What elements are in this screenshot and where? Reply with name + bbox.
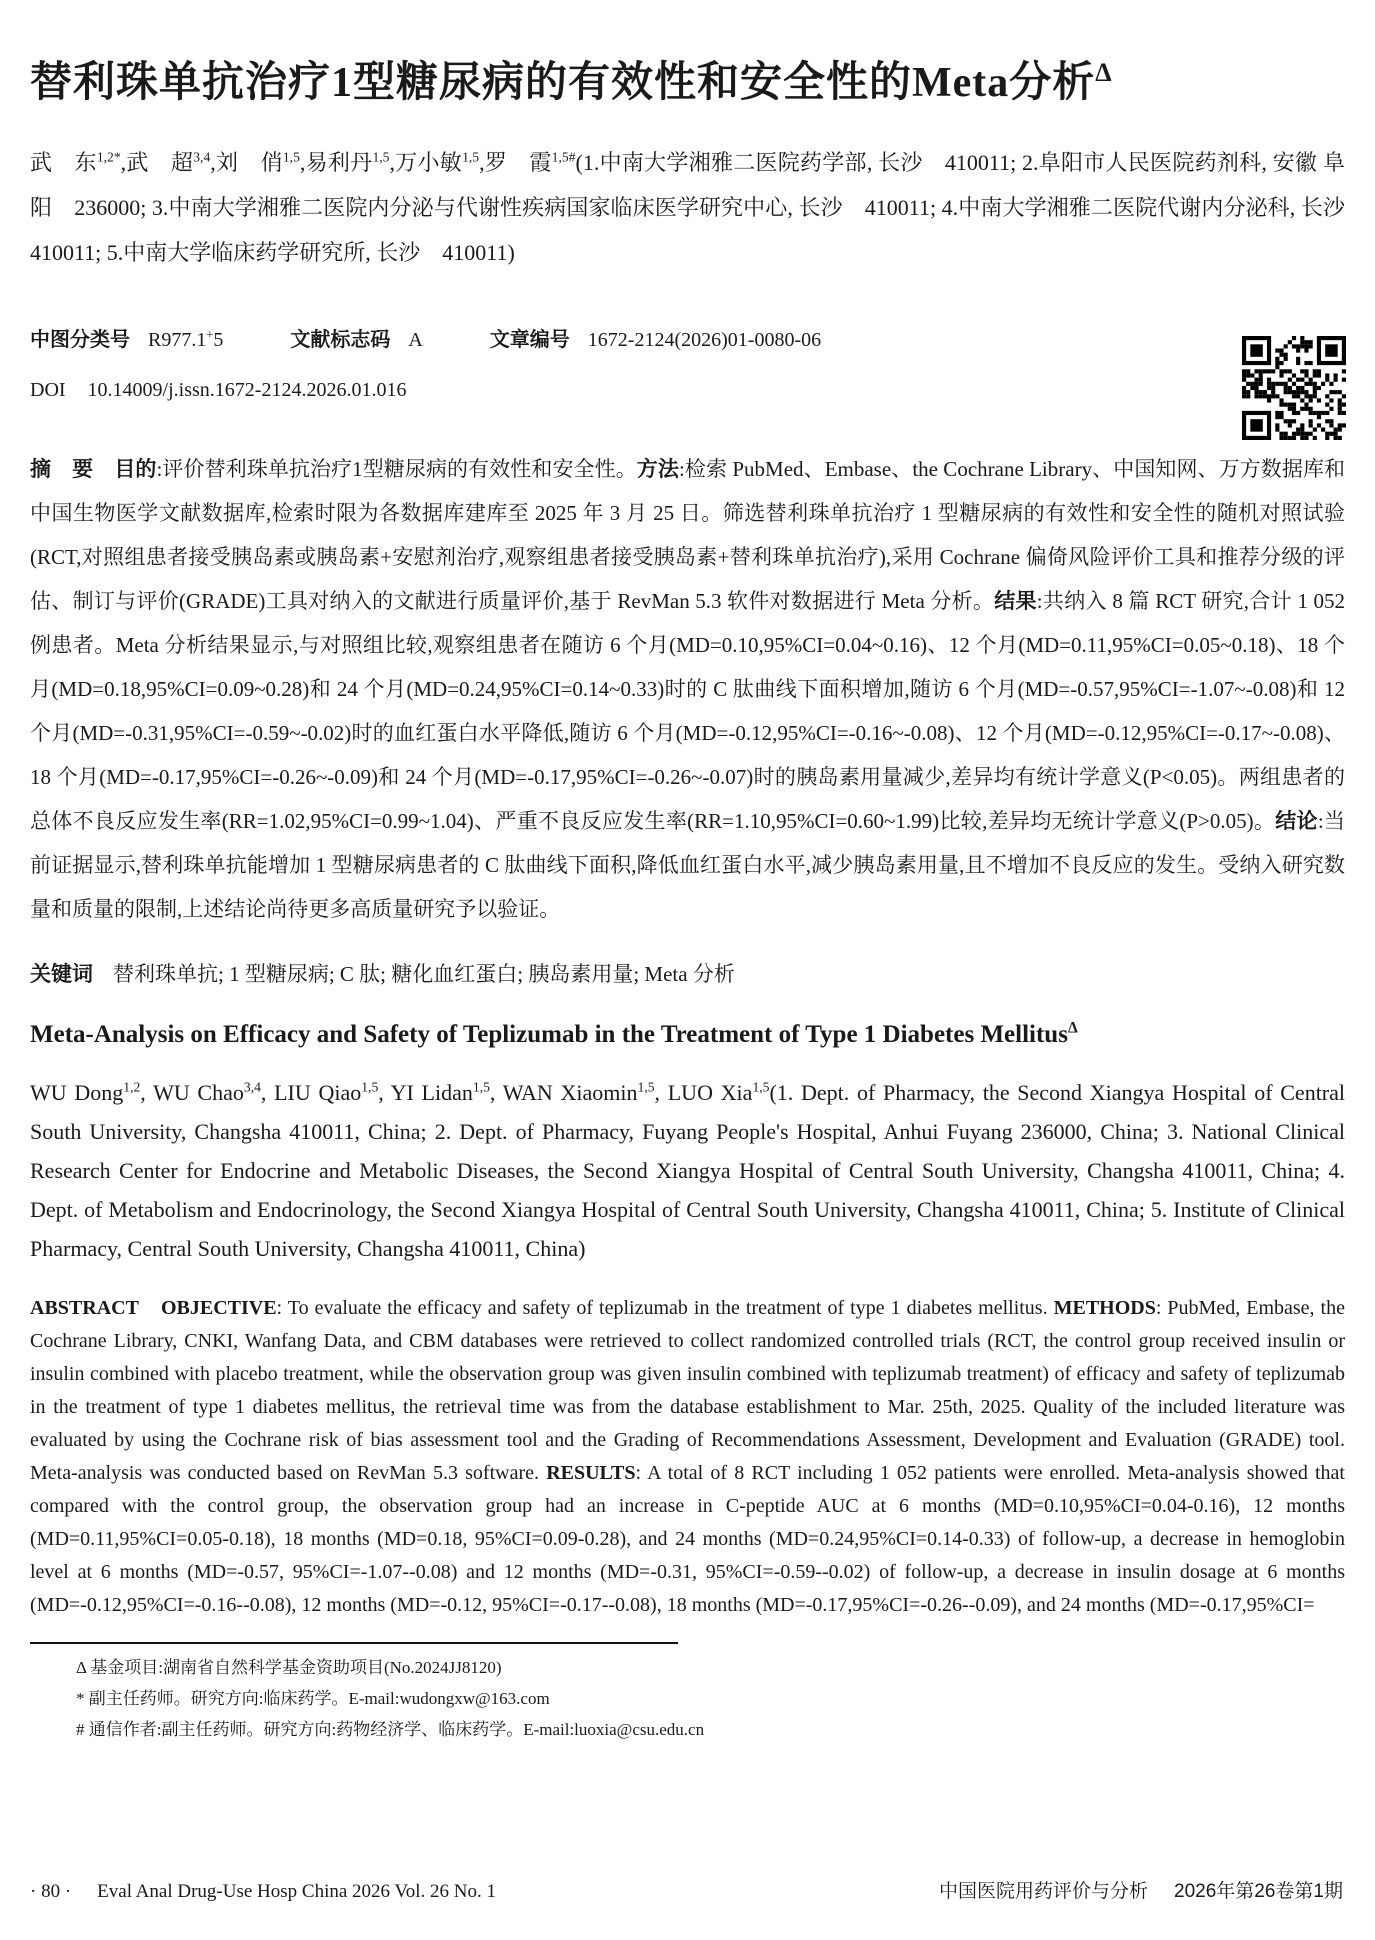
article-no-pair [490, 329, 821, 351]
article-no-value: 1672-2124(2026)01-0080-06 [587, 329, 822, 352]
footnote-separator [30, 1642, 678, 1644]
clc-pair [30, 329, 223, 351]
qr-code [1242, 335, 1346, 441]
footnote-funding: Δ 基金项目:湖南省自然科学基金资助项目(No.2024JJ8120) [76, 1658, 502, 1677]
keywords-label: 关键词 [30, 963, 93, 987]
title-en: Meta-Analysis on Efficacy and Safety of Teplizumab in the Treatment of Type 1 Diabetes Mellitus$^\Delta$ [30, 1019, 1078, 1049]
footer-journal-en: Eval Anal Drug-Use Hosp China 2026 Vol. 26 No. 1 [97, 1881, 496, 1902]
doi-row [30, 375, 1345, 405]
doc-code-value: A [408, 329, 423, 352]
footer-left [30, 1881, 496, 1903]
footnotes [30, 1652, 1345, 1745]
doi-label: DOI [30, 379, 66, 402]
article-no-label: 文章编号 [489, 329, 570, 352]
footer-right [939, 1876, 1343, 1903]
keywords-row [30, 952, 1345, 997]
article-meta-row [30, 325, 1345, 355]
clc-label: 中图分类号 [30, 329, 130, 352]
authors-affiliations-zh: 武 东$^{1,2*}$,武 超$^{3,4}$,刘 俏$^{1,5}$,易利丹$^{1,5}$,万小敏$^{1,5}$,罗 霞$^{1,5\#}$(1.中南大学湘雅二医院药学部, 长沙 410011; 2.阜阳市人民医院药剂科, 安徽 阜阳 236000; 3.中南大学湘雅二医院内分泌与代谢性疾病国家临床医学研究中心, 长沙 410011; 4.中南大学湘雅二医院代谢内分泌科, 长沙 410011; 5.中南大学临床药学研究所, 长沙 410011) [30, 149, 1368, 266]
abstract-zh: 摘 要 目的:评价替利珠单抗治疗1型糖尿病的有效性和安全性。方法:检索 PubMed、Embase、the Cochrane Library、中国知网、万方数据库和中国生物医学文献数据库,检索时限为各数据库建库至 2025 年 3 月 25 日。筛选替利珠单抗治疗 1 型糖尿病的有效性和安全性的随机对照试验(RCT,对照组患者接受胰岛素或胰岛素+安慰剂治疗,观察组患者接受胰岛素+替利珠单抗治疗),采用 Cochrane 偏倚风险评价工具和推荐分级的评估、制订与评价(GRADE)工具对纳入的文献进行质量评价,基于 RevMan 5.3 软件对数据进行 Meta 分析。结果:共纳入 8 篇 RCT 研究,合计 1 052 例患者。Meta 分析结果显示,与对照组比较,观察组患者在随访 6 个月(MD=0.10,95%CI=0.04~0.16)、12 个月(MD=0.11,95%CI=0.05~0.18)、18 个月(MD=0.18,95%CI=0.09~0.28)和 24 个月(MD=0.24,95%CI=0.14~0.33)时的 C 肽曲线下面积增加,随访 6 个月(MD=-0.57,95%CI=-1.07~-0.08)和 12 个月(MD=-0.31,95%CI=-0.59~-0.02)时的血红蛋白水平降低,随访 6 个月(MD=-0.12,95%CI=-0.16~-0.08)、12 个月(MD=-0.12,95%CI=-0.17~-0.08)、18 个月(MD=-0.17,95%CI=-0.26~-0.09)和 24 个月(MD=-0.17,95%CI=-0.26~-0.07)时的胰岛素用量减少,差异均有统计学意义(P<0.05)。两组患者的总体不良反应发生率(RR=1.02,95%CI=0.99~1.04)、严重不良反应发生率(RR=1.10,95%CI=0.60~1.99)比较,差异均无统计学意义(P>0.05)。结论:当前证据显示,替利珠单抗能增加 1 型糖尿病患者的 C 肽曲线下面积,降低血红蛋白水平,减少胰岛素用量,且不增加不良反应的发生。受纳入研究数量和质量的限制,上述结论尚待更多高质量研究予以验证。 [30, 457, 1346, 922]
keywords-text: 替利珠单抗; 1 型糖尿病; C 肽; 糖化血红蛋白; 胰岛素用量; Meta 分析 [113, 962, 735, 987]
footer-issue: 2026年第26卷第1期 [1174, 1881, 1343, 1902]
abstract-en: ABSTRACT OBJECTIVE: To evaluate the efficacy and safety of teplizumab in the treatment of type 1 diabetes mellitus. METHODS: PubMed, Embase, the Cochrane Library, CNKI, Wanfang Data, and CBM databases were retrieved to collect randomized controlled trials (RCT, the control group received insulin or insulin combined with placebo treatment, while the observation group was given insulin combined with teplizumab treatment) of efficacy and safety of teplizumab in the treatment of type 1 diabetes mellitus, the retrieval time was from the database establishment to Mar. 25th, 2025. Quality of the included literature was evaluated by using the Cochrane risk of bias assessment tool and the Grading of Recommendations Assessment, Development and Evaluation (GRADE) tool. Meta-analysis was conducted based on RevMan 5.3 software. RESULTS: A total of 8 RCT including 1 052 patients were enrolled. Meta-analysis showed that compared with the control group, the observation group had an increase in C-peptide AUC at 6 months (MD=0.10,95%CI=0.04-0.16), 12 months (MD=0.11,95%CI=0.05-0.18), 18 months (MD=0.18, 95%CI=0.09-0.28), and 24 months (MD=0.24,95%CI=0.14-0.33) of follow-up, a decrease in hemoglobin level at 6 months (MD=-0.57, 95%CI=-1.07--0.08) and 12 months (MD=-0.31, 95%CI=-0.59--0.02) of follow-up, a decrease in insulin dosage at 6 months (MD=-0.12,95%CI=-0.16--0.08), 12 months (MD=-0.12, 95%CI=-0.17--0.08), 18 months (MD=-0.17,95%CI=-0.26--0.09), and 24 months (MD=-0.17,95%CI= [30, 1297, 1345, 1616]
doc-code-pair [290, 329, 422, 351]
footnote-corresponding-author: # 通信作者:副主任药师。研究方向:药物经济学、临床药学。E-mail:luoxia@csu.edu.cn [76, 1720, 705, 1739]
doc-code-label: 文献标志码 [290, 329, 391, 352]
footnote-first-author: * 副主任药师。研究方向:临床药学。E-mail:wudongxw@163.com [76, 1689, 550, 1708]
page-footer [30, 1876, 1343, 1903]
authors-affiliations-en: WU Dong$^{1,2}$, WU Chao$^{3,4}$, LIU Qiao$^{1,5}$, YI Lidan$^{1,5}$, WAN Xiaomin$^{1,5}$, LUO Xia$^{1,5}$(1. Dept. of Pharmacy, the Second Xiangya Hospital of Central South University, Changsha 410011, China; 2. Dept. of Pharmacy, Fuyang People's Hospital, Anhui Fuyang 236000, China; 3. National Clinical Research Center for Endocrine and Metabolic Diseases, the Second Xiangya Hospital of Central South University, Changsha 410011, China; 4. Dept. of Metabolism and Endocrinology, the Second Xiangya Hospital of Central South University, Changsha 410011, China; 5. Institute of Clinical Pharmacy, Central South University, Changsha 410011, China) [30, 1079, 1346, 1261]
page-title: 替利珠单抗治疗1型糖尿病的有效性和安全性的Meta分析$^\Delta$ [30, 58, 1113, 107]
footer-page-number: · 80 · [30, 1881, 72, 1902]
doi-value: 10.14009/j.issn.1672-2124.2026.01.016 [87, 379, 407, 402]
clc-value: R977.1+5 [148, 327, 224, 352]
footer-journal-zh: 中国医院用药评价与分析 [939, 1881, 1149, 1902]
